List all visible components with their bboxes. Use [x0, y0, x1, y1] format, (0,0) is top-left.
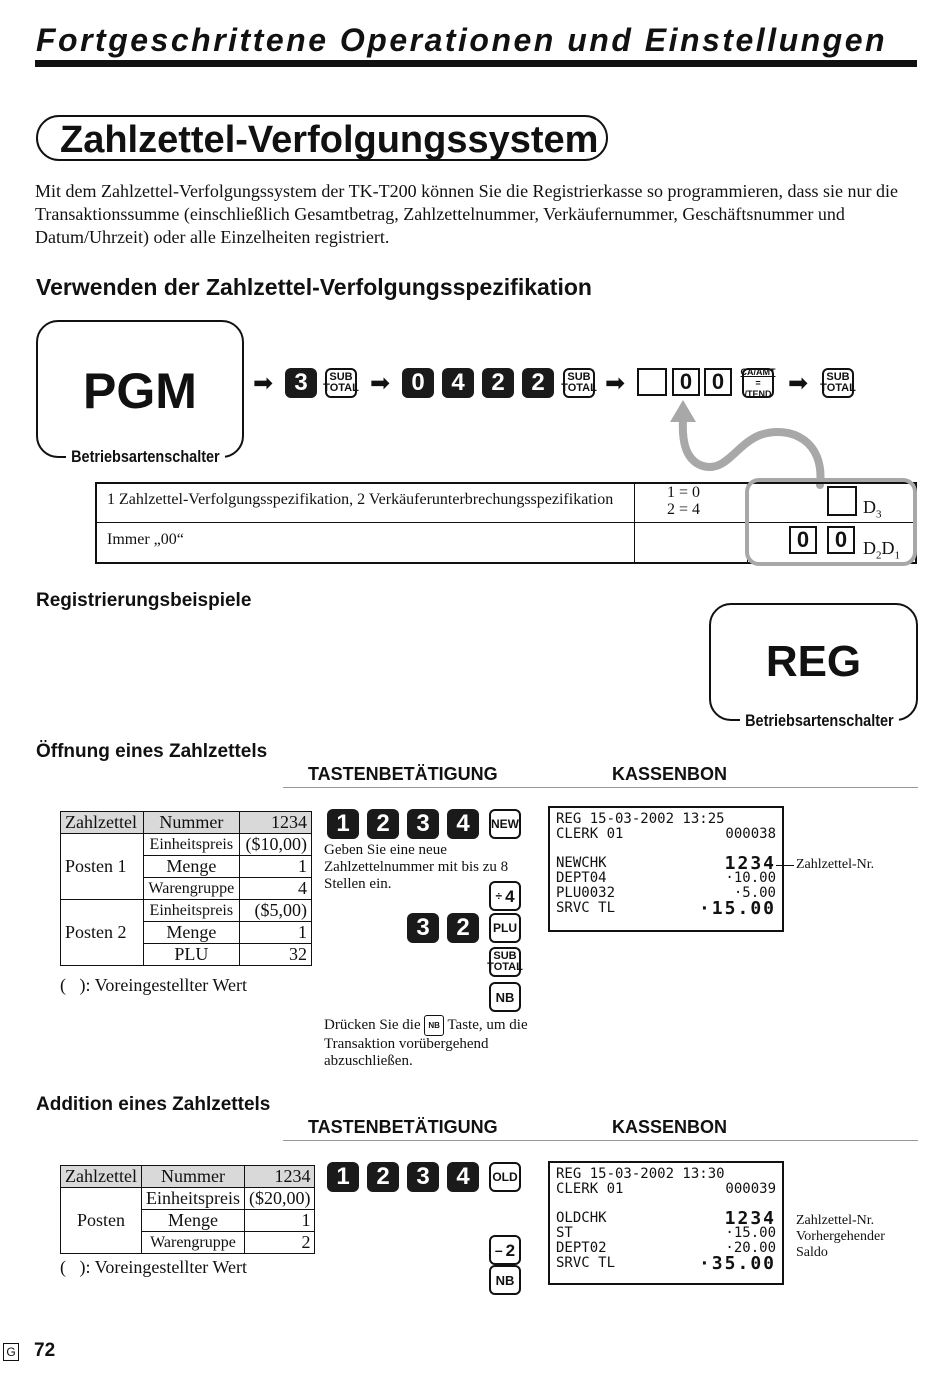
key-ca-amt-tend[interactable] [742, 368, 774, 398]
mode-caption: Betriebsartenschalter [66, 447, 225, 467]
section-title: Zahlzettel-Verfolgungssystem [36, 115, 608, 161]
page-header-title: Fortgeschrittene Operationen und Einstellungen [36, 22, 888, 58]
cell-qty: 1 [240, 922, 312, 944]
key-nb[interactable]: NB [489, 1265, 521, 1295]
option-1: 1 = 0 [667, 484, 701, 501]
receipt-line: ST ·15.00 [556, 1225, 776, 1241]
table-row [61, 812, 312, 834]
highlight-frame [745, 478, 917, 566]
spec-row1-options [667, 484, 700, 518]
cell-menge: Menge [143, 922, 240, 944]
cell-nummer-value: 1234 [244, 1166, 315, 1188]
key-2[interactable]: 2 [447, 913, 479, 943]
input-slot-d3[interactable] [637, 368, 667, 396]
side-notes [796, 1213, 885, 1261]
col-head-receipt: KASSENBON [612, 764, 728, 784]
key-3[interactable]: 3 [285, 368, 317, 398]
pgm-mode-box [36, 320, 244, 458]
addition-heading: Addition eines Zahlzettels [36, 1094, 271, 1115]
key-nb[interactable]: NB [489, 982, 521, 1012]
subtotal-bottom: TOTAL [323, 382, 359, 394]
d2-slot: 0 [789, 526, 817, 554]
addition-receipt [548, 1161, 784, 1285]
cell-price: ($20,00) [244, 1188, 315, 1210]
key-3[interactable]: 3 [407, 1162, 439, 1192]
cell-price: ($10,00) [240, 834, 312, 856]
divider [283, 787, 918, 788]
table-row [61, 900, 312, 922]
arrow-icon: ➡ [253, 369, 274, 397]
receipt-line: SRVC TL ·15.00 [556, 898, 776, 919]
cell-plu: PLU [143, 944, 240, 966]
key-4[interactable]: 4 [447, 1162, 479, 1192]
spec-row2-desc: Immer „00“ [107, 531, 184, 548]
opening-receipt [548, 806, 784, 932]
receipt-line: REG 15-03-2002 13:25 [556, 811, 725, 827]
key-0[interactable]: 0 [402, 368, 434, 398]
key-2[interactable]: 2 [367, 809, 399, 839]
ca-top: CA/AMT [740, 366, 776, 377]
key-new[interactable]: NEW [489, 809, 521, 839]
subtotal-top: SUB [329, 371, 353, 383]
key-subtotal[interactable] [489, 947, 521, 977]
cell-warengruppe: Warengruppe [143, 878, 240, 900]
cell-dept: 4 [240, 878, 312, 900]
intro-paragraph: Mit dem Zahlzettel-Verfolgungssystem der TK-T200 können Sie die Registrierkasse so programmieren, dass sie nur die Transaktionssumme (einschließlich Gesamtbetrag, Zahlzettelnummer, Verkäufernummer, Geschäftsnummer und Datum/Uhrzeit) oder alle Einzelheiten registriert. [35, 181, 898, 247]
receipt-line: PLU0032 ·5.00 [556, 885, 776, 901]
subtotal-top: SUB [826, 371, 850, 383]
header-rule [35, 60, 917, 67]
arrow-icon: ➡ [605, 369, 626, 397]
receipt-line: NEWCHK 1234 [556, 853, 776, 874]
cell-einheitspreis: Einheitspreis [143, 900, 240, 922]
key-1[interactable]: 1 [327, 1162, 359, 1192]
mode-label-pgm: PGM [83, 363, 197, 419]
cell-menge: Menge [141, 1210, 244, 1232]
cell-qty: 1 [240, 856, 312, 878]
key-subtotal[interactable] [563, 368, 595, 398]
arrow-icon: ➡ [370, 369, 391, 397]
side-note: Vorhergehender [796, 1229, 885, 1244]
dept-number: 2 [505, 1240, 516, 1260]
cell-zahlzettel: Zahlzettel [61, 1166, 142, 1188]
d1-slot: 0 [827, 526, 855, 554]
key-4[interactable]: 4 [442, 368, 474, 398]
key-2[interactable]: 2 [482, 368, 514, 398]
mode-caption: Betriebsartenschalter [740, 711, 899, 731]
subtotal-top: SUB [567, 371, 591, 383]
side-note: Saldo [796, 1245, 828, 1260]
cell-price: ($5,00) [240, 900, 312, 922]
side-note: Zahlzettel-Nr. [796, 857, 875, 872]
receipt-line: SRVC TL ·35.00 [556, 1253, 776, 1274]
cell-nummer: Nummer [141, 1166, 244, 1188]
receipt-line: DEPT04 ·10.00 [556, 870, 776, 886]
opening-table [60, 811, 312, 966]
note-nb: Drücken Sie die NB Taste, um die Transaktion vorübergehend abzuschließen. [324, 1016, 528, 1069]
default-note: ( ): Voreingestellter Wert [60, 975, 248, 995]
examples-heading: Registrierungsbeispiele [36, 590, 252, 611]
col-head-receipt: KASSENBON [612, 1117, 728, 1137]
option-2: 2 = 4 [667, 501, 701, 518]
side-note: Zahlzettel-Nr. [796, 1213, 875, 1228]
cell-nummer: Nummer [143, 812, 240, 834]
cell-einheitspreis: Einheitspreis [143, 834, 240, 856]
receipt-line: OLDCHK 1234 [556, 1208, 776, 1229]
cell-plu-value: 32 [240, 944, 312, 966]
receipt-line: REG 15-03-2002 13:30 [556, 1166, 725, 1182]
col-head-keys: TASTENBETÄTIGUNG [308, 764, 498, 784]
col-divider [634, 484, 635, 562]
cell-posten2: Posten 2 [61, 900, 144, 966]
key-plu[interactable]: PLU [489, 913, 521, 943]
table-row [61, 834, 312, 856]
cell-menge: Menge [143, 856, 240, 878]
dept-symbol: ÷ [495, 888, 503, 903]
key-nb-inline: NB [424, 1015, 444, 1036]
subtotal-bottom: TOTAL [820, 382, 856, 394]
leader-line [776, 865, 794, 866]
subtotal-bottom: TOTAL [561, 382, 597, 394]
reg-mode-box [709, 603, 918, 721]
d2d1-label: $D_2D_1$ [863, 538, 900, 562]
key-2[interactable]: 2 [522, 368, 554, 398]
divider [283, 1140, 918, 1141]
ca-bottom: = /TEND [744, 377, 772, 399]
cell-nummer-value: 1234 [240, 812, 312, 834]
cell-qty: 1 [244, 1210, 315, 1232]
dept-number: 4 [505, 886, 515, 906]
table-row [61, 1188, 315, 1210]
receipt-line: CLERK 01 000039 [556, 1181, 776, 1197]
table-row [61, 1166, 315, 1188]
spec-heading: Verwenden der Zahlzettel-Verfolgungsspezifikation [36, 274, 592, 300]
key-2[interactable]: 2 [367, 1162, 399, 1192]
d3-label: $D_3$ [863, 497, 882, 521]
subtotal-bottom: TOTAL [487, 961, 523, 973]
key-1[interactable]: 1 [327, 809, 359, 839]
key-dept-2[interactable] [489, 1235, 521, 1265]
key-4[interactable]: 4 [447, 809, 479, 839]
mode-label-reg: REG [765, 637, 862, 686]
cell-posten: Posten [61, 1188, 142, 1254]
key-dept-4[interactable] [489, 881, 521, 911]
cell-posten1: Posten 1 [61, 834, 144, 900]
receipt-line: DEPT02 ·20.00 [556, 1240, 776, 1256]
key-subtotal[interactable] [325, 368, 357, 398]
input-slot-d2[interactable]: 0 [672, 368, 700, 396]
curved-arrow-icon [640, 400, 840, 490]
cell-zahlzettel: Zahlzettel [61, 812, 144, 834]
note-new-number: Geben Sie eine neue Zahlzettelnummer mit bis zu 8 Stellen ein. [324, 842, 509, 892]
subtotal-top: SUB [493, 950, 517, 962]
key-3[interactable]: 3 [407, 913, 439, 943]
cell-einheitspreis: Einheitspreis [141, 1188, 244, 1210]
default-note: ( ): Voreingestellter Wert [60, 1257, 248, 1277]
page-number: 72 [34, 1340, 56, 1361]
opening-heading: Öffnung eines Zahlzettels [36, 741, 268, 762]
key-3[interactable]: 3 [407, 809, 439, 839]
addition-table [60, 1165, 315, 1254]
key-subtotal[interactable] [822, 368, 854, 398]
input-slot-d1[interactable]: 0 [704, 368, 732, 396]
language-badge: G [3, 1343, 19, 1361]
cell-warengruppe: Warengruppe [141, 1232, 244, 1254]
dept-symbol: – [494, 1241, 503, 1258]
key-old[interactable]: OLD [489, 1162, 521, 1192]
col-head-keys: TASTENBETÄTIGUNG [308, 1117, 498, 1137]
spec-row1-desc: 1 Zahlzettel-Verfolgungsspezifikation, 2 Verkäuferunterbrechungsspezifikation [107, 491, 614, 508]
cell-dept: 2 [244, 1232, 315, 1254]
receipt-line: CLERK 01 000038 [556, 826, 776, 842]
arrow-icon: ➡ [788, 369, 809, 397]
